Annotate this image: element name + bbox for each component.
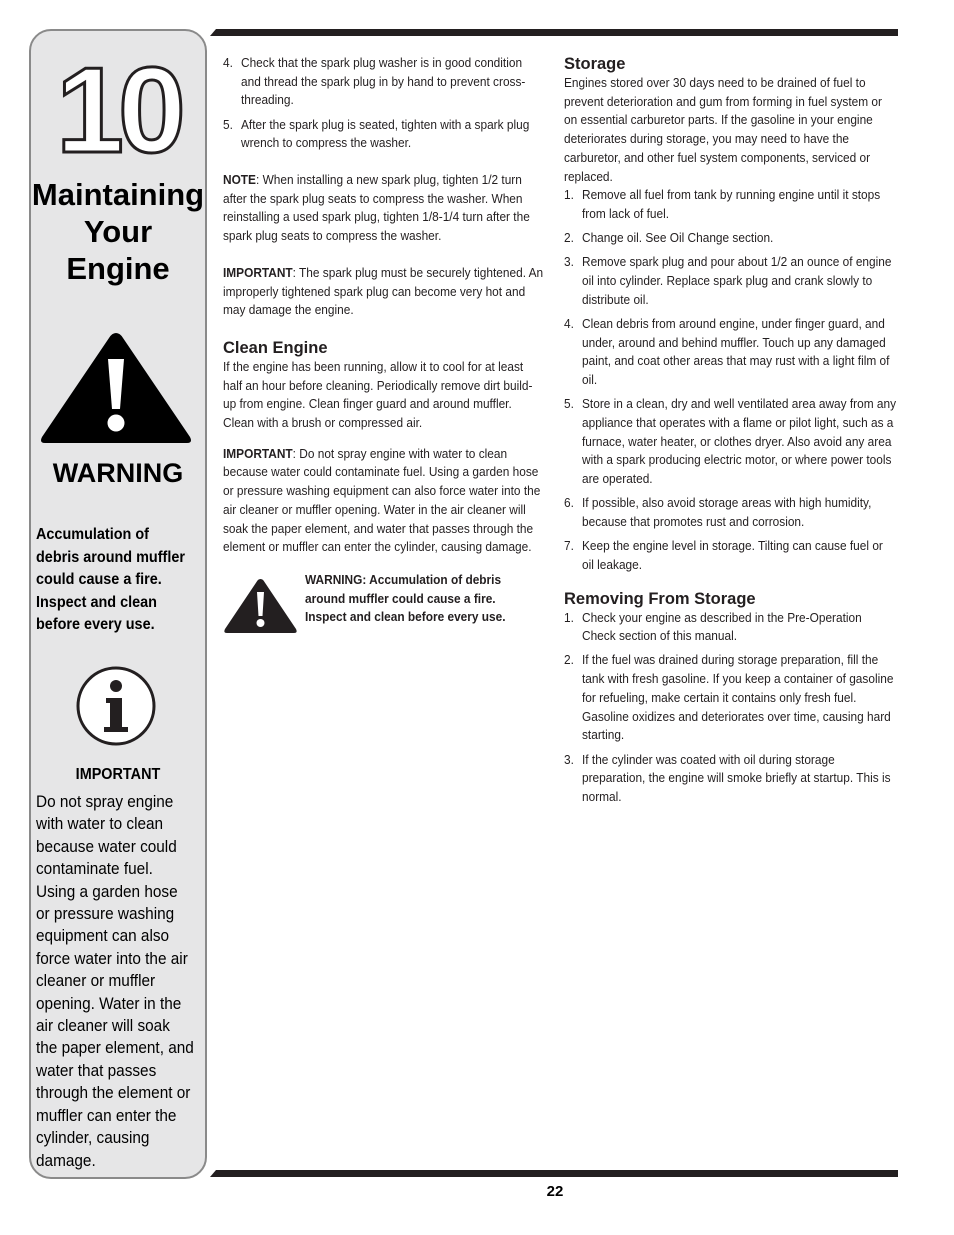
list-item [564,395,898,489]
warning-triangle-icon [39,329,193,447]
list-item-text: Remove spark plug and pour about 1/2 an ounce of engine oil into cylinder. Replace spark plug and crank slowly to distribute oil. [582,254,892,307]
list-item-text: Change oil. See Oil Change section. [582,230,774,246]
list-item-text: Keep the engine level in storage. Tilting can cause fuel or oil leakage. [582,538,883,572]
list-item-number: 1. [564,609,574,625]
page-number: 22 [546,1183,564,1200]
list-item-text: If possible, also avoid storage areas with high humidity, because that promotes rust and corrosion. [582,495,872,529]
warning-box [223,571,545,641]
note-paragraph [223,171,545,246]
section-heading-clean-engine: Clean Engine [223,338,328,357]
list-item-text: Clean debris from around engine, under finger guard, and under, around and behind muffler. Touch up any damaged paint, and coat other areas that may rust with a light film of oil. [582,315,890,388]
note-label: NOTE [223,172,256,188]
important-paragraph [223,264,545,320]
list-item-number: 1. [564,187,574,203]
list-item-text: After the spark plug is seated, tighten with a spark plug wrench to compress the washer. [241,116,530,151]
warning-box-text: WARNING: Accumulation of debris around muffler could cause a fire. Inspect and clean before every use. [305,571,506,625]
list-item [223,54,545,110]
column-right [564,54,898,812]
note-text: : When installing a new spark plug, tighten 1/2 turn after the spark plug seats to compress the washer. When reinstalling a used spark plug, tighten 1/8-1/4 turn after the spark plug seats to compress the washer. [223,172,530,244]
clean-engine-paragraph: If the engine has been running, allow it to cool for at least half an hour before cleaning. Periodically remove dirt build-up from engine. Clean finger guard and around muffler. Clean with a brush or compressed air. [223,358,533,431]
list-item-number: 4. [564,315,574,331]
list-item [564,315,898,390]
list-item [564,229,898,248]
important-label: IMPORTANT [75,766,161,783]
list-item-text: If the cylinder was coated with oil during storage preparation, the engine will smoke briefly at startup. This is normal. [582,751,891,804]
warning-triangle-icon [223,577,298,635]
list-item-number: 5. [564,396,574,412]
list-item-number: 2. [564,652,574,668]
info-icon [75,665,157,747]
list-item [564,186,898,223]
list-item-number: 6. [564,495,574,511]
chapter-sidebar [29,29,207,1179]
column-left [223,54,545,641]
section-heading-removing-from-storage: Removing From Storage [564,589,756,608]
list-item-number: 4. [223,55,233,70]
chapter-number: 10 [56,42,180,178]
section-heading-storage: Storage [564,55,626,73]
important-label: IMPORTANT [223,264,293,280]
top-rule [210,29,898,36]
chapter-title-line: Your [83,214,153,249]
list-item-text: If the fuel was drained during storage preparation, fill the tank with fresh gasoline. If you keep a container of gasoline for refueling, make certain it contains only fresh fuel. Gasoline oxidizes and deteriorates over time, causing hard starting. [582,652,894,743]
list-item [564,494,898,531]
important-paragraph [223,445,545,557]
list-item [564,253,898,309]
storage-intro: Engines stored over 30 days need to be drained of fuel to prevent deterioration and gum from forming in fuel system or on essential carburetor parts. If the gasoline in your engine deteriorates during storage, you may need to have the carburetor, and other fuel system components, serviced or replaced. [564,75,882,184]
list-item-number: 2. [564,230,574,246]
list-item-number: 7. [564,538,574,554]
important-text: : Do not spray engine with water to clean because water could contaminate fuel. Using a garden hose or pressure washing equipment can also force water into the air cleaner or muffler opening. Water in the air cleaner will soak the paper element, and water that passes through the element or muffler can enter the cylinder, causing damage. [223,445,541,555]
list-item [564,751,898,807]
list-item-text: Remove all fuel from tank by running engine until it stops from lack of fuel. [582,187,881,221]
list-item [223,116,545,153]
list-item-text: Store in a clean, dry and well ventilated area away from any appliance that operates with a flame or pilot light, such as a furnace, water heater, or clothes dryer. Also avoid any area with a spark producing electric motor, or where power tools are operated. [582,396,897,487]
important-text: : The spark plug must be securely tightened. An improperly tightened spark plug can become very hot and may damage the engine. [223,264,544,318]
list-item-text: Check your engine as described in the Pre-Operation Check section of this manual. [582,609,862,644]
list-item [564,537,898,574]
chapter-title-line: Maintaining [31,177,205,212]
list-item [564,609,898,646]
chapter-title-line: Engine [66,251,170,286]
warning-text: Accumulation of debris around muffler could cause a fire. Inspect and clean before every use. [36,526,185,634]
important-text: Do not spray engine with water to clean because water could contaminate fuel. Using a garden hose or pressure washing equipment can also force water into the air cleaner or muffler opening. Water in the air cleaner will soak the paper element, and water that passes through the element or muffler can enter the cylinder, causing damage. [36,793,194,1170]
chapter-title [31,176,205,287]
list-item [564,651,898,745]
warning-label: WARNING [52,458,184,488]
list-item-text: Check that the spark plug washer is in good condition and thread the spark plug in by hand to prevent cross-threading. [241,55,526,108]
list-item-number: 3. [564,751,574,767]
important-label: IMPORTANT [223,445,293,461]
list-item-number: 3. [564,254,574,270]
list-item-number: 5. [223,116,233,132]
bottom-rule [210,1170,898,1177]
